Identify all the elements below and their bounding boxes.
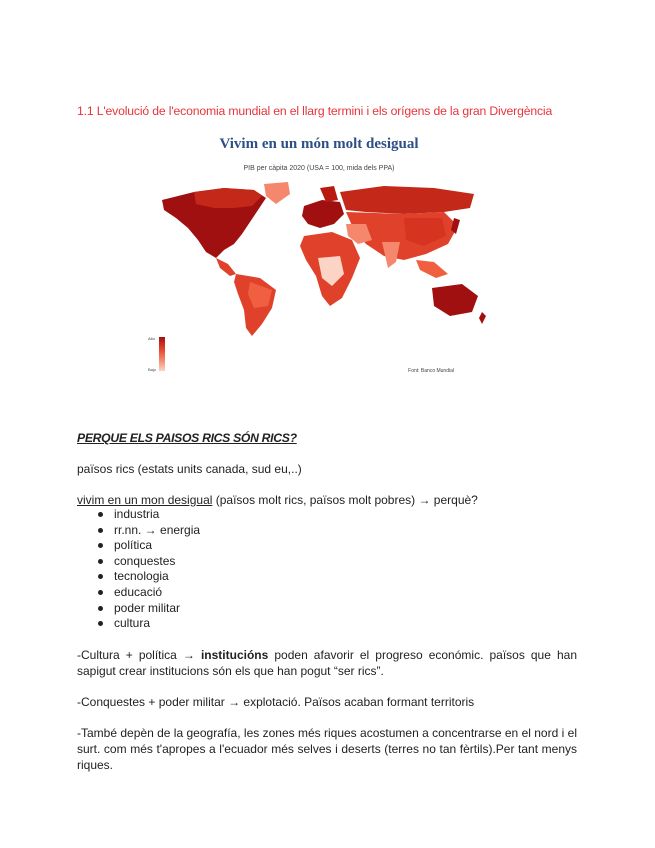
legend-bottom-label: Bajo <box>148 367 157 372</box>
list-item: tecnologia <box>96 569 200 585</box>
map-greenland <box>264 182 290 204</box>
map-australia <box>432 284 478 316</box>
list-item: cultura <box>96 616 200 632</box>
para1-bold: institucións <box>200 648 269 662</box>
list-item: educació <box>96 585 200 601</box>
map-europe <box>302 200 344 228</box>
map-legend <box>148 336 170 374</box>
section-heading: PERQUE ELS PAISOS RICS SÓN RICS? <box>77 431 297 445</box>
list-item: política <box>96 538 200 554</box>
map-canada <box>194 188 262 208</box>
list-item: conquestes <box>96 554 200 570</box>
intro-paragraph: països rics (estats units canada, sud eu,..) <box>77 462 302 476</box>
world-map-figure <box>144 128 494 390</box>
section-title: 1.1 L'evolució de l'economia mundial en el llarg termini i els orígens de la gran Divergència <box>77 104 553 118</box>
map-southeast-asia <box>416 260 448 278</box>
world-map <box>154 178 489 338</box>
question-paragraph <box>77 492 478 508</box>
figure-title: Vivim en un món molt desigual <box>219 136 419 152</box>
legend-color-scale <box>159 337 165 371</box>
map-russia <box>340 186 474 214</box>
paragraph-institutions <box>77 647 577 679</box>
list-item: rr.nn. → energia <box>96 523 200 539</box>
paragraph-conquests: -Conquestes + poder militar → explotació. Països acaban formant territoris <box>77 695 475 709</box>
paragraph-geography: -També depèn de la geografía, les zones més riques acostumen a concentrarse en el nord i el surt. com més t'apropes a l'ecuador més selves i deserts (terres no tan fèrtils).Per tant menys riques. <box>77 726 577 772</box>
question-underlined: vivim en un mon desigual <box>77 493 213 507</box>
legend-top-label: Alto <box>148 336 155 341</box>
map-new-zealand <box>479 312 486 324</box>
map-central-america <box>216 258 236 276</box>
map-scandinavia <box>320 186 338 202</box>
list-item: poder militar <box>96 601 200 617</box>
list-item: industria <box>96 507 200 523</box>
causes-list <box>96 507 200 632</box>
figure-subtitle: PIB per càpita 2020 (USA = 100, mida dels PPA) <box>243 165 395 172</box>
question-rest: (països molt rics, països molt pobres) → perquè? <box>212 493 478 507</box>
figure-source: Font: Banco Mundial <box>408 368 454 374</box>
para1-before: -Cultura + política → <box>77 648 201 662</box>
para1-after: poden afavorir el progreso económic. països que han sapigut crear institucions són els que han pogut “ser rics”. <box>77 648 577 678</box>
